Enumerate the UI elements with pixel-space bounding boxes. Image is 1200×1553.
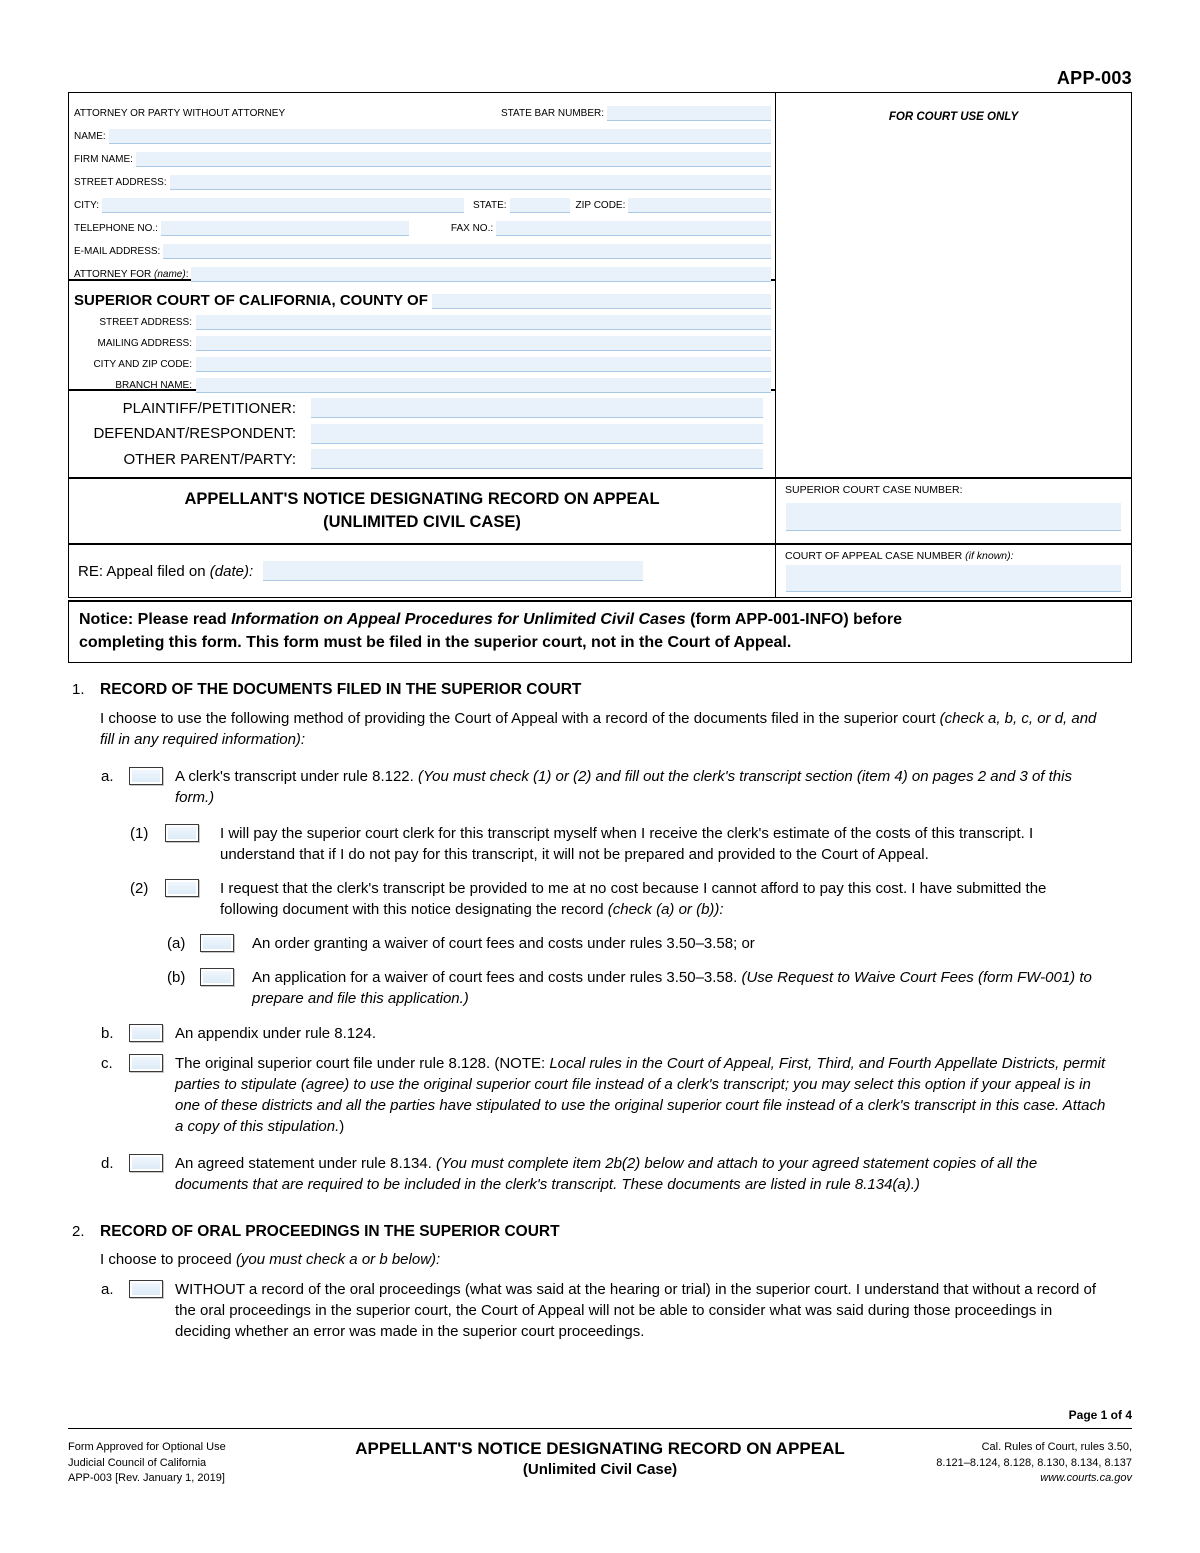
court-street-label: STREET ADDRESS: xyxy=(99,317,192,328)
street-address-field[interactable] xyxy=(170,175,771,190)
item-1a1-text: I will pay the superior court clerk for this transcript myself when I receive the clerk's estimate of the costs of this transcript. I understand that if I do not pay for this transcript, it will not be prepared and provided to the Court of Appeal. xyxy=(220,825,1034,863)
checkbox-1a2a[interactable] xyxy=(200,934,234,952)
checkbox-2a[interactable] xyxy=(129,1280,163,1298)
state-field[interactable] xyxy=(510,198,570,213)
courts-website: www.courts.ca.gov xyxy=(1040,1472,1132,1484)
item-1a1 xyxy=(130,823,1108,865)
item-1b xyxy=(101,1023,1108,1044)
item-1c-text: The original superior court file under rule 8.128. (NOTE: Local rules in the Court of Appeal, First, Third, and Fourth Appellate Districts, permit parties to stipulate (agree) to use the original superior court file instead of a clerk's transcript; you may select this option if your appeal is in one of these districts and all the parties have stipulated to use the original superior court file instead of a clerk's transcript in this case. Attach a copy of this stipulation.) xyxy=(175,1055,1106,1135)
item-1a2 xyxy=(130,878,1108,920)
item-1a2-text: I request that the clerk's transcript be provided to me at no cost because I cannot afford to pay this cost. I have submitted the following document with this notice designating the record (check (a) or (b)): xyxy=(220,880,1047,918)
superior-case-number-cell xyxy=(776,479,1131,543)
item-1d-text: An agreed statement under rule 8.134. (You must complete item 2b(2) below and attach to your agreed statement copies of all the documents that are required to be included in the clerk's transcript. These documents are listed in rule 8.134(a).) xyxy=(175,1155,1038,1193)
attorney-block xyxy=(69,93,775,279)
form-title-line2: (UNLIMITED CIVIL CASE) xyxy=(323,513,521,531)
footer-rules: Cal. Rules of Court, rules 3.50, 8.121–8.124, 8.128, 8.130, 8.134, 8.137 www.courts.ca.gov xyxy=(936,1440,1132,1487)
footer-approval: Form Approved for Optional Use Judicial Council of California APP-003 [Rev. January 1, 2019] xyxy=(68,1441,226,1484)
other-party-field[interactable] xyxy=(311,449,763,469)
item-1a2b-letter: (b) xyxy=(167,969,186,986)
item-1a2b-text: An application for a waiver of court fees and costs under rules 3.50–3.58. (Use Request to Waive Court Fees (form FW-001) to prepare and file this application.) xyxy=(252,969,1092,1007)
attorney-for-label: ATTORNEY FOR (name): xyxy=(74,269,189,280)
state-bar-field[interactable] xyxy=(607,106,771,121)
checkbox-1a2b[interactable] xyxy=(200,968,234,986)
checkbox-1d[interactable] xyxy=(129,1154,163,1172)
checkbox-1a2[interactable] xyxy=(165,879,199,897)
item-1a2-number: (2) xyxy=(130,880,149,897)
section2-number: 2. xyxy=(72,1223,85,1240)
form-title-line1: APPELLANT'S NOTICE DESIGNATING RECORD ON APPEAL xyxy=(184,490,660,508)
item-2a-text: WITHOUT a record of the oral proceedings (what was said at the hearing or trial) in the superior court. I understand that without a record of the oral proceedings in the superior court, the Court of Appeal will not be able to consider what was said during those proceedings in deciding whether an error was made in the superior court proceedings. xyxy=(175,1281,1097,1340)
item-1b-text: An appendix under rule 8.124. xyxy=(175,1025,376,1042)
section1-intro: I choose to use the following method of providing the Court of Appeal with a record of the documents filed in the superior court (check a, b, c, or d, and fill in any required information): xyxy=(100,710,1097,748)
appeal-date-field[interactable] xyxy=(263,561,643,581)
court-city-zip-label: CITY AND ZIP CODE: xyxy=(93,359,192,370)
item-1a2b xyxy=(167,967,1108,1009)
state-bar-label: STATE BAR NUMBER: xyxy=(501,108,604,119)
party-block xyxy=(69,389,775,477)
appeal-case-number-label: COURT OF APPEAL CASE NUMBER (if known): xyxy=(785,550,1014,562)
form-title xyxy=(69,479,776,543)
re-appeal-cell xyxy=(69,545,776,597)
form-number: APP-003 xyxy=(1056,68,1132,88)
attorney-header-label: ATTORNEY OR PARTY WITHOUT ATTORNEY xyxy=(74,108,286,119)
telephone-field[interactable] xyxy=(161,221,409,236)
zip-field[interactable] xyxy=(628,198,771,213)
plaintiff-field[interactable] xyxy=(311,398,763,418)
attorney-for-field[interactable] xyxy=(191,267,771,282)
item-1a-letter: a. xyxy=(101,768,114,785)
checkbox-1c[interactable] xyxy=(129,1054,163,1072)
superior-case-number-field[interactable] xyxy=(786,503,1121,531)
defendant-field[interactable] xyxy=(311,424,763,444)
section1-heading: RECORD OF THE DOCUMENTS FILED IN THE SUPERIOR COURT xyxy=(100,681,582,698)
re-appeal-label: RE: Appeal filed on (date): xyxy=(78,562,254,580)
caption-box xyxy=(68,92,1132,598)
email-label: E-MAIL ADDRESS: xyxy=(74,246,161,257)
item-1a2a-letter: (a) xyxy=(167,935,186,952)
section2-heading: RECORD OF ORAL PROCEEDINGS IN THE SUPERIOR COURT xyxy=(100,1223,560,1240)
for-court-use-label: FOR COURT USE ONLY xyxy=(888,111,1019,123)
page-number: Page 1 of 4 xyxy=(1068,1408,1132,1422)
court-mailing-label: MAILING ADDRESS: xyxy=(97,338,192,349)
checkbox-1a[interactable] xyxy=(129,767,163,785)
court-mailing-field[interactable] xyxy=(196,336,771,351)
telephone-label: TELEPHONE NO.: xyxy=(74,223,158,234)
form-body xyxy=(68,679,1108,1342)
appeal-case-number-cell xyxy=(776,545,1131,597)
defendant-label: DEFENDANT/RESPONDENT: xyxy=(93,425,296,442)
court-city-zip-field[interactable] xyxy=(196,357,771,372)
item-2a-letter: a. xyxy=(101,1281,114,1298)
section2-intro: I choose to proceed (you must check a or b below): xyxy=(100,1251,441,1268)
court-use-cell xyxy=(776,93,1131,477)
item-1a2a xyxy=(167,933,1108,954)
plaintiff-label: PLAINTIFF/PETITIONER: xyxy=(122,399,296,417)
firm-name-label: FIRM NAME: xyxy=(74,154,133,165)
court-branch-field[interactable] xyxy=(196,378,771,393)
item-1d-letter: d. xyxy=(101,1155,114,1172)
email-field[interactable] xyxy=(163,244,771,259)
other-party-label: OTHER PARENT/PARTY: xyxy=(123,450,296,468)
checkbox-1a1[interactable] xyxy=(165,824,199,842)
court-street-field[interactable] xyxy=(196,315,771,330)
fax-field[interactable] xyxy=(496,221,771,236)
city-field[interactable] xyxy=(102,198,464,213)
item-1a-text: A clerk's transcript under rule 8.122. (You must check (1) or (2) and fill out the clerk's transcript section (item 4) on pages 2 and 3 of this form.) xyxy=(175,768,1072,806)
notice-box: Notice: Please read Information on Appeal Procedures for Unlimited Civil Cases (form APP-001-INFO) before completing this form. This form must be filed in the superior court, not in the Court of Appeal. xyxy=(68,600,1132,663)
street-address-label: STREET ADDRESS: xyxy=(74,177,167,188)
item-1a xyxy=(101,766,1108,808)
zip-label: ZIP CODE: xyxy=(575,200,626,211)
county-field[interactable] xyxy=(432,294,771,309)
city-label: CITY: xyxy=(74,200,100,211)
item-2a xyxy=(101,1279,1108,1342)
state-label: STATE: xyxy=(473,200,507,211)
superior-court-title: SUPERIOR COURT OF CALIFORNIA, COUNTY OF xyxy=(74,292,428,309)
item-1d xyxy=(101,1153,1108,1195)
appeal-case-number-field[interactable] xyxy=(786,565,1121,592)
firm-name-field[interactable] xyxy=(136,152,771,167)
item-1a2a-text: An order granting a waiver of court fees and costs under rules 3.50–3.58; or xyxy=(252,935,755,952)
footer-title: APPELLANT'S NOTICE DESIGNATING RECORD ON APPEAL (Unlimited Civil Case) xyxy=(355,1439,845,1478)
item-1b-letter: b. xyxy=(101,1025,114,1042)
superior-case-number-label: SUPERIOR COURT CASE NUMBER: xyxy=(785,484,963,496)
checkbox-1b[interactable] xyxy=(129,1024,163,1042)
court-branch-label: BRANCH NAME: xyxy=(115,380,192,391)
superior-court-block xyxy=(69,279,775,389)
section1-number: 1. xyxy=(72,681,85,698)
item-1c xyxy=(101,1053,1108,1137)
fax-label: FAX NO.: xyxy=(450,223,494,234)
attorney-name-field[interactable] xyxy=(109,129,771,144)
item-1c-letter: c. xyxy=(101,1055,113,1072)
item-1a1-number: (1) xyxy=(130,825,149,842)
footer-divider xyxy=(68,1428,1132,1429)
name-label: NAME: xyxy=(74,131,106,142)
